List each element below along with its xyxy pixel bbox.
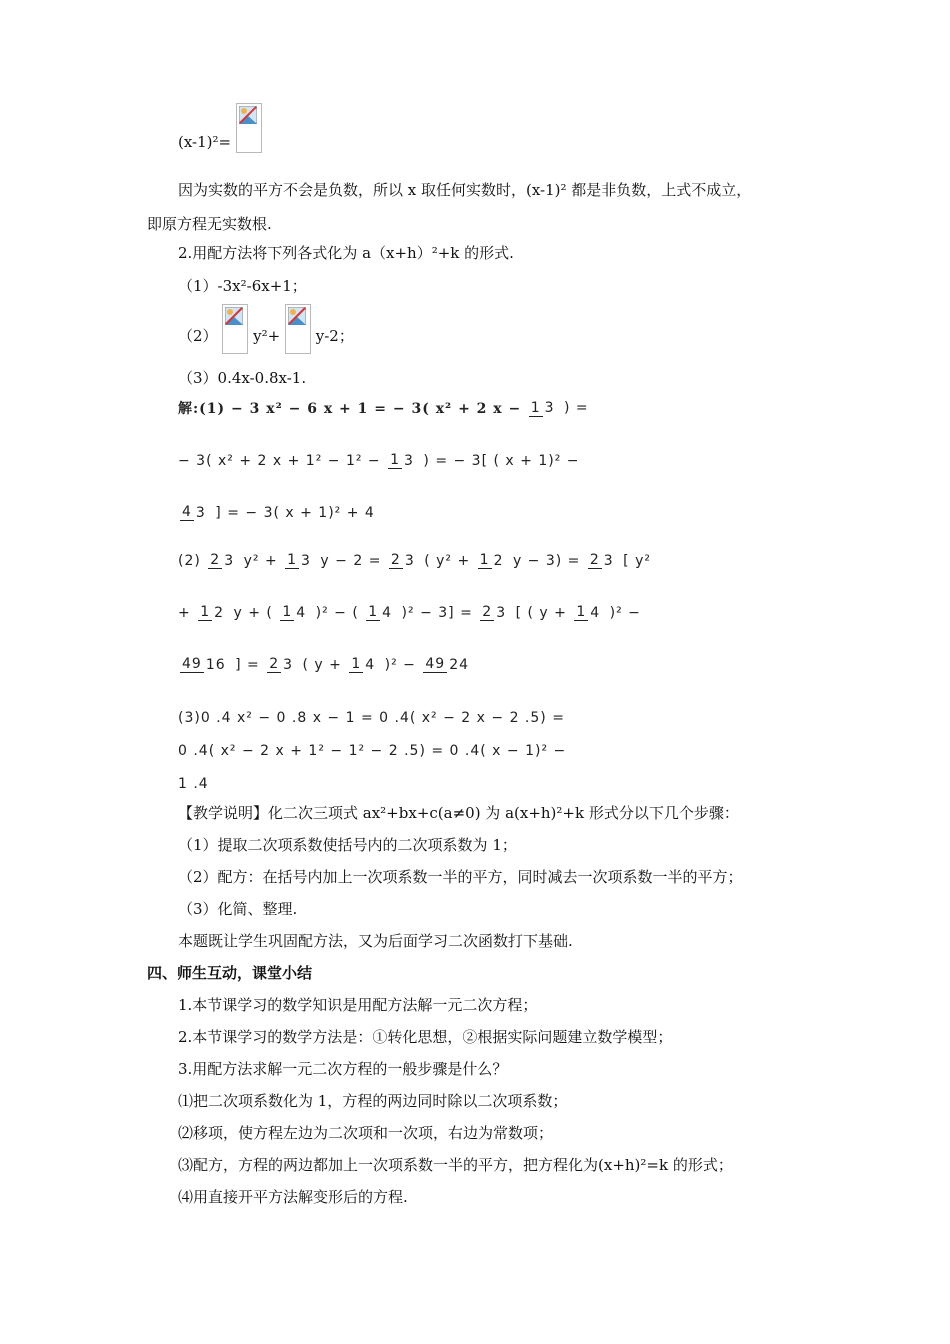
paragraph: ⑶配方，方程的两边都加上一次项系数一半的平方，把方程化为(x+h)²=k 的形式；: [178, 1156, 733, 1174]
math-text: +: [178, 604, 191, 621]
broken-image-icon: [236, 103, 262, 153]
math-text: ) =: [564, 400, 589, 416]
math-text: ] =: [235, 656, 260, 673]
fraction: 2 3: [210, 552, 235, 569]
math-line: 0 .4( x² − 2 x + 1² − 1² − 2 .5) = 0 .4( x − 1)² −: [178, 743, 567, 759]
math-text: y − 2 =: [320, 552, 382, 569]
fraction: 2 3: [390, 552, 415, 569]
math-line: [178, 552, 651, 569]
fraction: 2 3: [269, 656, 294, 673]
paragraph: （2）配方：在括号内加上一次项系数一半的平方，同时减去一次项系数一半的平方；: [178, 868, 743, 886]
broken-image-icon: [222, 304, 248, 354]
math-text: )² −: [609, 604, 641, 621]
math-line: [178, 656, 473, 673]
math-line: [178, 398, 589, 418]
text: y-2；: [315, 327, 354, 345]
teaching-note: 【教学说明】化二次三项式 ax²+bx+c(a≠0) 为 a(x+h)²+k 形式分以下几个步骤：: [178, 804, 739, 822]
paragraph: 即原方程无实数根.: [147, 215, 272, 233]
paragraph: （1）-3x²-6x+1；: [178, 277, 307, 295]
math-text: − 3( x² + 2 x + 1² − 1² −: [178, 452, 381, 469]
math-text: )² − 3] =: [401, 604, 473, 621]
fraction: 1 2: [200, 604, 225, 621]
fraction: 1 3: [530, 399, 555, 416]
math-text: [ ( y +: [515, 604, 567, 621]
section-heading: 四、师生互动，课堂小结: [147, 964, 313, 982]
math-text: 解:(1) − 3 x² − 6 x + 1 = − 3( x² + 2 x −: [178, 401, 522, 417]
broken-image-icon: [285, 304, 311, 354]
paragraph: 因为实数的平方不会是负数，所以 x 取任何实数时，(x-1)² 都是非负数，上式不成立，: [178, 181, 752, 199]
fraction: 49 24: [425, 656, 470, 673]
math-text: )² − (: [315, 604, 359, 621]
paragraph: ⑵移项，使方程左边为二次项和一次项，右边为常数项；: [178, 1124, 554, 1142]
math-text: ] = − 3( x + 1)² + 4: [215, 504, 375, 521]
math-line: (3)0 .4 x² − 0 .8 x − 1 = 0 .4( x² − 2 x − 2 .5) =: [178, 710, 565, 726]
fraction: 1 3: [390, 452, 414, 469]
math-line: 1 .4: [178, 776, 209, 792]
paragraph: 本题既让学生巩固配方法，又为后面学习二次函数打下基础.: [178, 932, 573, 950]
math-text: ) = − 3[ ( x + 1)² −: [423, 452, 580, 469]
paragraph: 2.本节课学习的数学方法是：①转化思想，②根据实际问题建立数学模型；: [178, 1028, 673, 1046]
paragraph: [178, 320, 354, 354]
math-text: y − 3) =: [512, 552, 581, 569]
fraction: 1 4: [576, 604, 601, 621]
fraction: 4 3: [182, 504, 206, 521]
label: （2）: [178, 327, 218, 345]
fraction: 1 4: [282, 604, 307, 621]
math-text: ( y² +: [424, 552, 471, 569]
equation-line: [178, 132, 262, 153]
paragraph: （3）化简、整理.: [178, 900, 298, 918]
math-text: )² −: [384, 656, 416, 673]
paragraph: ⑷用直接开平方法解变形后的方程.: [178, 1188, 408, 1206]
fraction: 1 4: [351, 656, 376, 673]
equation-text: (x-1)²=: [178, 133, 232, 151]
text: y²+: [253, 327, 281, 345]
paragraph: ⑴把二次项系数化为 1，方程的两边同时除以二次项系数；: [178, 1092, 568, 1110]
fraction: 49 16: [182, 656, 226, 673]
math-text: (2): [178, 552, 201, 569]
fraction: 1 2: [479, 552, 504, 569]
math-text: ( y +: [302, 656, 342, 673]
math-line: [178, 452, 580, 469]
paragraph: （3）0.4x-0.8x-1.: [178, 369, 307, 387]
math-text: y + (: [233, 604, 273, 621]
math-line: [178, 604, 641, 621]
math-line: [178, 504, 375, 521]
math-text: [ y²: [623, 552, 651, 569]
fraction: 2 3: [589, 552, 614, 569]
paragraph: 2.用配方法将下列各式化为 a（x+h）²+k 的形式.: [178, 244, 514, 262]
paragraph: 1.本节课学习的数学知识是用配方法解一元二次方程；: [178, 996, 538, 1014]
math-text: y² +: [243, 552, 278, 569]
paragraph: （1）提取二次项系数使括号内的二次项系数为 1；: [178, 836, 517, 854]
paragraph: 3.用配方法求解一元二次方程的一般步骤是什么？: [178, 1060, 508, 1078]
fraction: 2 3: [482, 604, 507, 621]
fraction: 1 3: [287, 552, 311, 569]
fraction: 1 4: [368, 604, 393, 621]
